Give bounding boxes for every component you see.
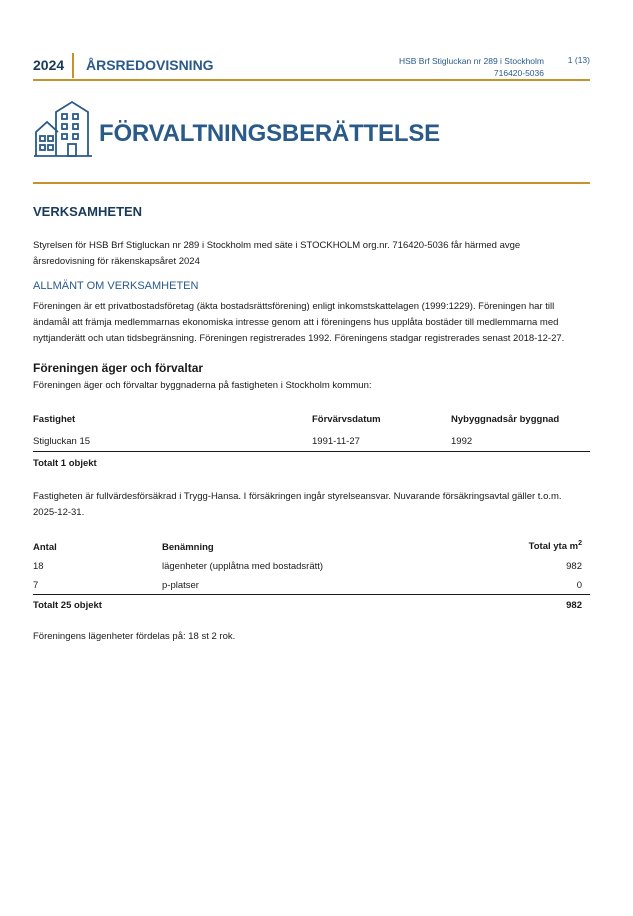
- insurance-paragraph: [33, 489, 593, 521]
- col-header-antal: Antal: [33, 542, 57, 553]
- section-heading-verksamheten: VERKSAMHETEN: [33, 204, 143, 219]
- building-icon: [34, 98, 92, 158]
- page-title: FÖRVALTNINGSBERÄTTELSE: [99, 120, 440, 147]
- section-heading-property: Föreningen äger och förvaltar: [33, 361, 204, 375]
- insurance-line: Fastigheten är fullvärdesförsäkrad i Trygg-Hansa. I försäkringen ingår styrelseansvar. Nuvarande försäkringsavtal gäller t.o.m.: [33, 491, 562, 502]
- header-title: ÅRSREDOVISNING: [86, 57, 214, 73]
- intro-paragraph: [33, 238, 593, 270]
- cell-nybyggnadsar: 1992: [451, 436, 473, 447]
- org-number: 716420-5036: [493, 68, 544, 78]
- distribution-text: Föreningens lägenheter fördelas på: 18 st 2 rok.: [33, 631, 236, 642]
- section-heading-allmant: ALLMÄNT OM VERKSAMHETEN: [33, 280, 199, 292]
- cell-yta: 982: [566, 561, 582, 572]
- intro-line: årsredovisning för räkenskapsåret 2024: [33, 256, 200, 267]
- units-total-yta: 982: [566, 600, 582, 611]
- title-rule: [33, 182, 590, 184]
- col-header-total-yta: [470, 540, 582, 552]
- total-yta-superscript: 2: [578, 540, 582, 547]
- cell-benamning: lägenheter (upplåtna med bostadsrätt): [162, 561, 324, 572]
- org-name: HSB Brf Stigluckan nr 289 i Stockholm: [398, 56, 544, 66]
- cell-benamning: p-platser: [162, 580, 199, 591]
- cell-yta: 0: [576, 580, 582, 591]
- cell-fastighet: Stigluckan 15: [33, 436, 91, 447]
- col-header-forvarvsdatum: Förvärvsdatum: [312, 414, 381, 425]
- cell-antal: 18: [33, 561, 44, 572]
- property-total: Totalt 1 objekt: [33, 458, 97, 469]
- units-table-rule: [33, 594, 590, 595]
- header-year: 2024: [33, 57, 65, 73]
- header-rule: [33, 79, 590, 81]
- page-number: 1 (13): [567, 55, 590, 65]
- header-separator: [72, 53, 74, 78]
- total-yta-label: Total yta m: [528, 541, 579, 553]
- table-rule: [33, 451, 590, 452]
- header-organization: [360, 55, 544, 79]
- allmant-line: Föreningen är ett privatbostadsföretag (äkta bostadsrättsförening) enligt inkomstskattelagen (1999:1229). Föreningen har till: [33, 301, 555, 312]
- insurance-line: 2025-12-31.: [33, 507, 85, 518]
- col-header-nybyggnadsar: Nybyggnadsår byggnad: [451, 414, 560, 425]
- allmant-line: nyttjanderätt och utan tidsbegränsning. Föreningen registrerades 1992. Föreningens stadgar registrerades senast 2018-12-27.: [33, 333, 565, 344]
- property-intro: Föreningen äger och förvaltar byggnaderna på fastigheten i Stockholm kommun:: [33, 380, 372, 391]
- allmant-paragraph: [33, 299, 593, 347]
- units-total-label: Totalt 25 objekt: [33, 600, 102, 611]
- cell-antal: 7: [33, 580, 39, 591]
- intro-line: Styrelsen för HSB Brf Stigluckan nr 289 i Stockholm med säte i STOCKHOLM org.nr. 716420-5036 får härmed avge: [33, 240, 521, 251]
- col-header-benamning: Benämning: [162, 542, 214, 553]
- allmant-line: ändamål att främja medlemmarnas ekonomiska intresse genom att i föreningens hus upplåta bostäder till medlemmarna med: [33, 317, 559, 328]
- col-header-fastighet: Fastighet: [33, 414, 76, 425]
- cell-forvarvsdatum: 1991-11-27: [312, 436, 360, 447]
